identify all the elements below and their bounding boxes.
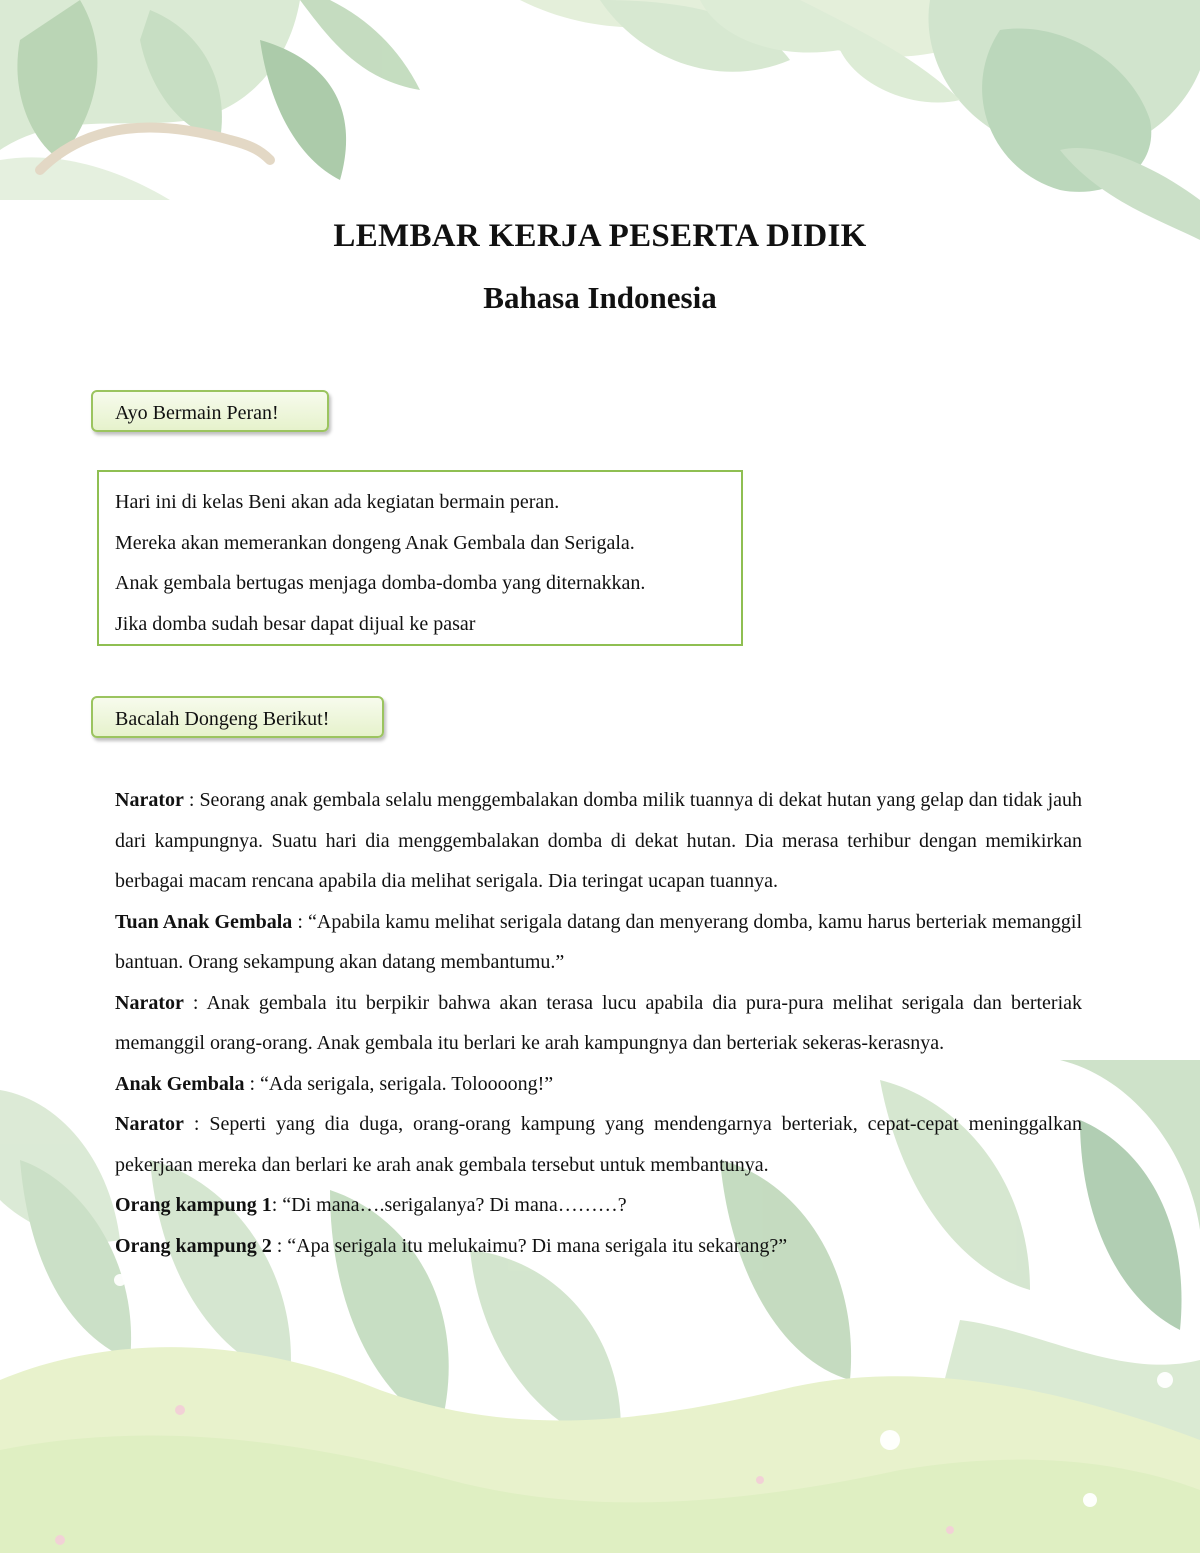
dialogue-line xyxy=(115,1226,1082,1267)
dialogue-line xyxy=(115,902,1082,983)
speaker-separator: : xyxy=(183,991,207,1014)
dialogue-text: “Apa serigala itu melukaimu? Di mana serigala itu sekarang?” xyxy=(287,1234,788,1257)
speaker-separator: : xyxy=(244,1072,261,1095)
page-subtitle: Bahasa Indonesia xyxy=(483,280,717,315)
intro-line: Jika domba sudah besar dapat dijual ke pasar xyxy=(115,612,476,635)
speaker-name: Orang kampung 1 xyxy=(115,1194,272,1216)
speaker-name: Anak Gembala xyxy=(115,1072,245,1095)
speaker-separator: : xyxy=(183,1113,210,1135)
page-title: LEMBAR KERJA PESERTA DIDIK xyxy=(333,218,867,254)
speaker-separator: : xyxy=(183,789,200,811)
speaker-separator: : xyxy=(292,910,309,933)
speaker-name: Narator xyxy=(115,991,184,1014)
dialogue-line xyxy=(115,1104,1082,1185)
dialogue-line xyxy=(115,1185,1082,1226)
section-heading-read-story: Bacalah Dongeng Berikut! xyxy=(91,696,384,738)
speaker-separator: : xyxy=(271,1234,288,1257)
dialogue-text: “Ada serigala, serigala. Toloooong!” xyxy=(260,1072,554,1095)
speaker-separator: : xyxy=(271,1194,283,1216)
dialogue-text: Anak gembala itu berpikir bahwa akan terasa lucu apabila dia pura-pura melihat serigala dan berteriak memanggil orang-orang. Anak gembala itu berlari ke arah kampungnya dan berteriak sekeras-kerasnya. xyxy=(115,991,1083,1054)
dialogue-text: Seperti yang dia duga, orang-orang kampung yang mendengarnya berteriak, cepat-cepat meninggalkan pekerjaan mereka dan berlari ke arah anak gembala tersebut untuk membantunya. xyxy=(115,1113,1082,1176)
dialogue-text: Seorang anak gembala selalu menggembalakan domba milik tuannya di dekat hutan yang gelap dan tidak jauh dari kampungnya. Suatu hari dia menggembalakan domba di dekat hutan. Dia merasa terhibur dengan memikirkan berbagai macam rencana apabila dia melihat serigala. Dia teringat ucapan tuannya. xyxy=(115,789,1083,892)
story-dialogue xyxy=(115,780,1082,1266)
dialogue-text: “Di mana….serigalanya? Di mana………? xyxy=(282,1194,627,1216)
dialogue-text: “Apabila kamu melihat serigala datang dan menyerang domba, kamu harus berteriak memanggil bantuan. Orang sekampung akan datang membantumu.” xyxy=(115,910,1083,973)
section-heading-role-play: Ayo Bermain Peran! xyxy=(91,390,329,432)
speaker-name: Tuan Anak Gembala xyxy=(115,910,293,933)
dialogue-line xyxy=(115,1064,1082,1105)
speaker-name: Narator xyxy=(115,1113,184,1135)
speaker-name: Narator xyxy=(115,789,184,811)
intro-line: Hari ini di kelas Beni akan ada kegiatan bermain peran. xyxy=(115,491,560,513)
intro-line: Mereka akan memerankan dongeng Anak Gembala dan Serigala. xyxy=(115,531,635,554)
dialogue-line xyxy=(115,983,1082,1064)
intro-text-box xyxy=(97,470,743,646)
speaker-name: Orang kampung 2 xyxy=(115,1234,272,1257)
dialogue-line xyxy=(115,780,1082,902)
intro-line: Anak gembala bertugas menjaga domba-domba yang diternakkan. xyxy=(115,572,646,594)
